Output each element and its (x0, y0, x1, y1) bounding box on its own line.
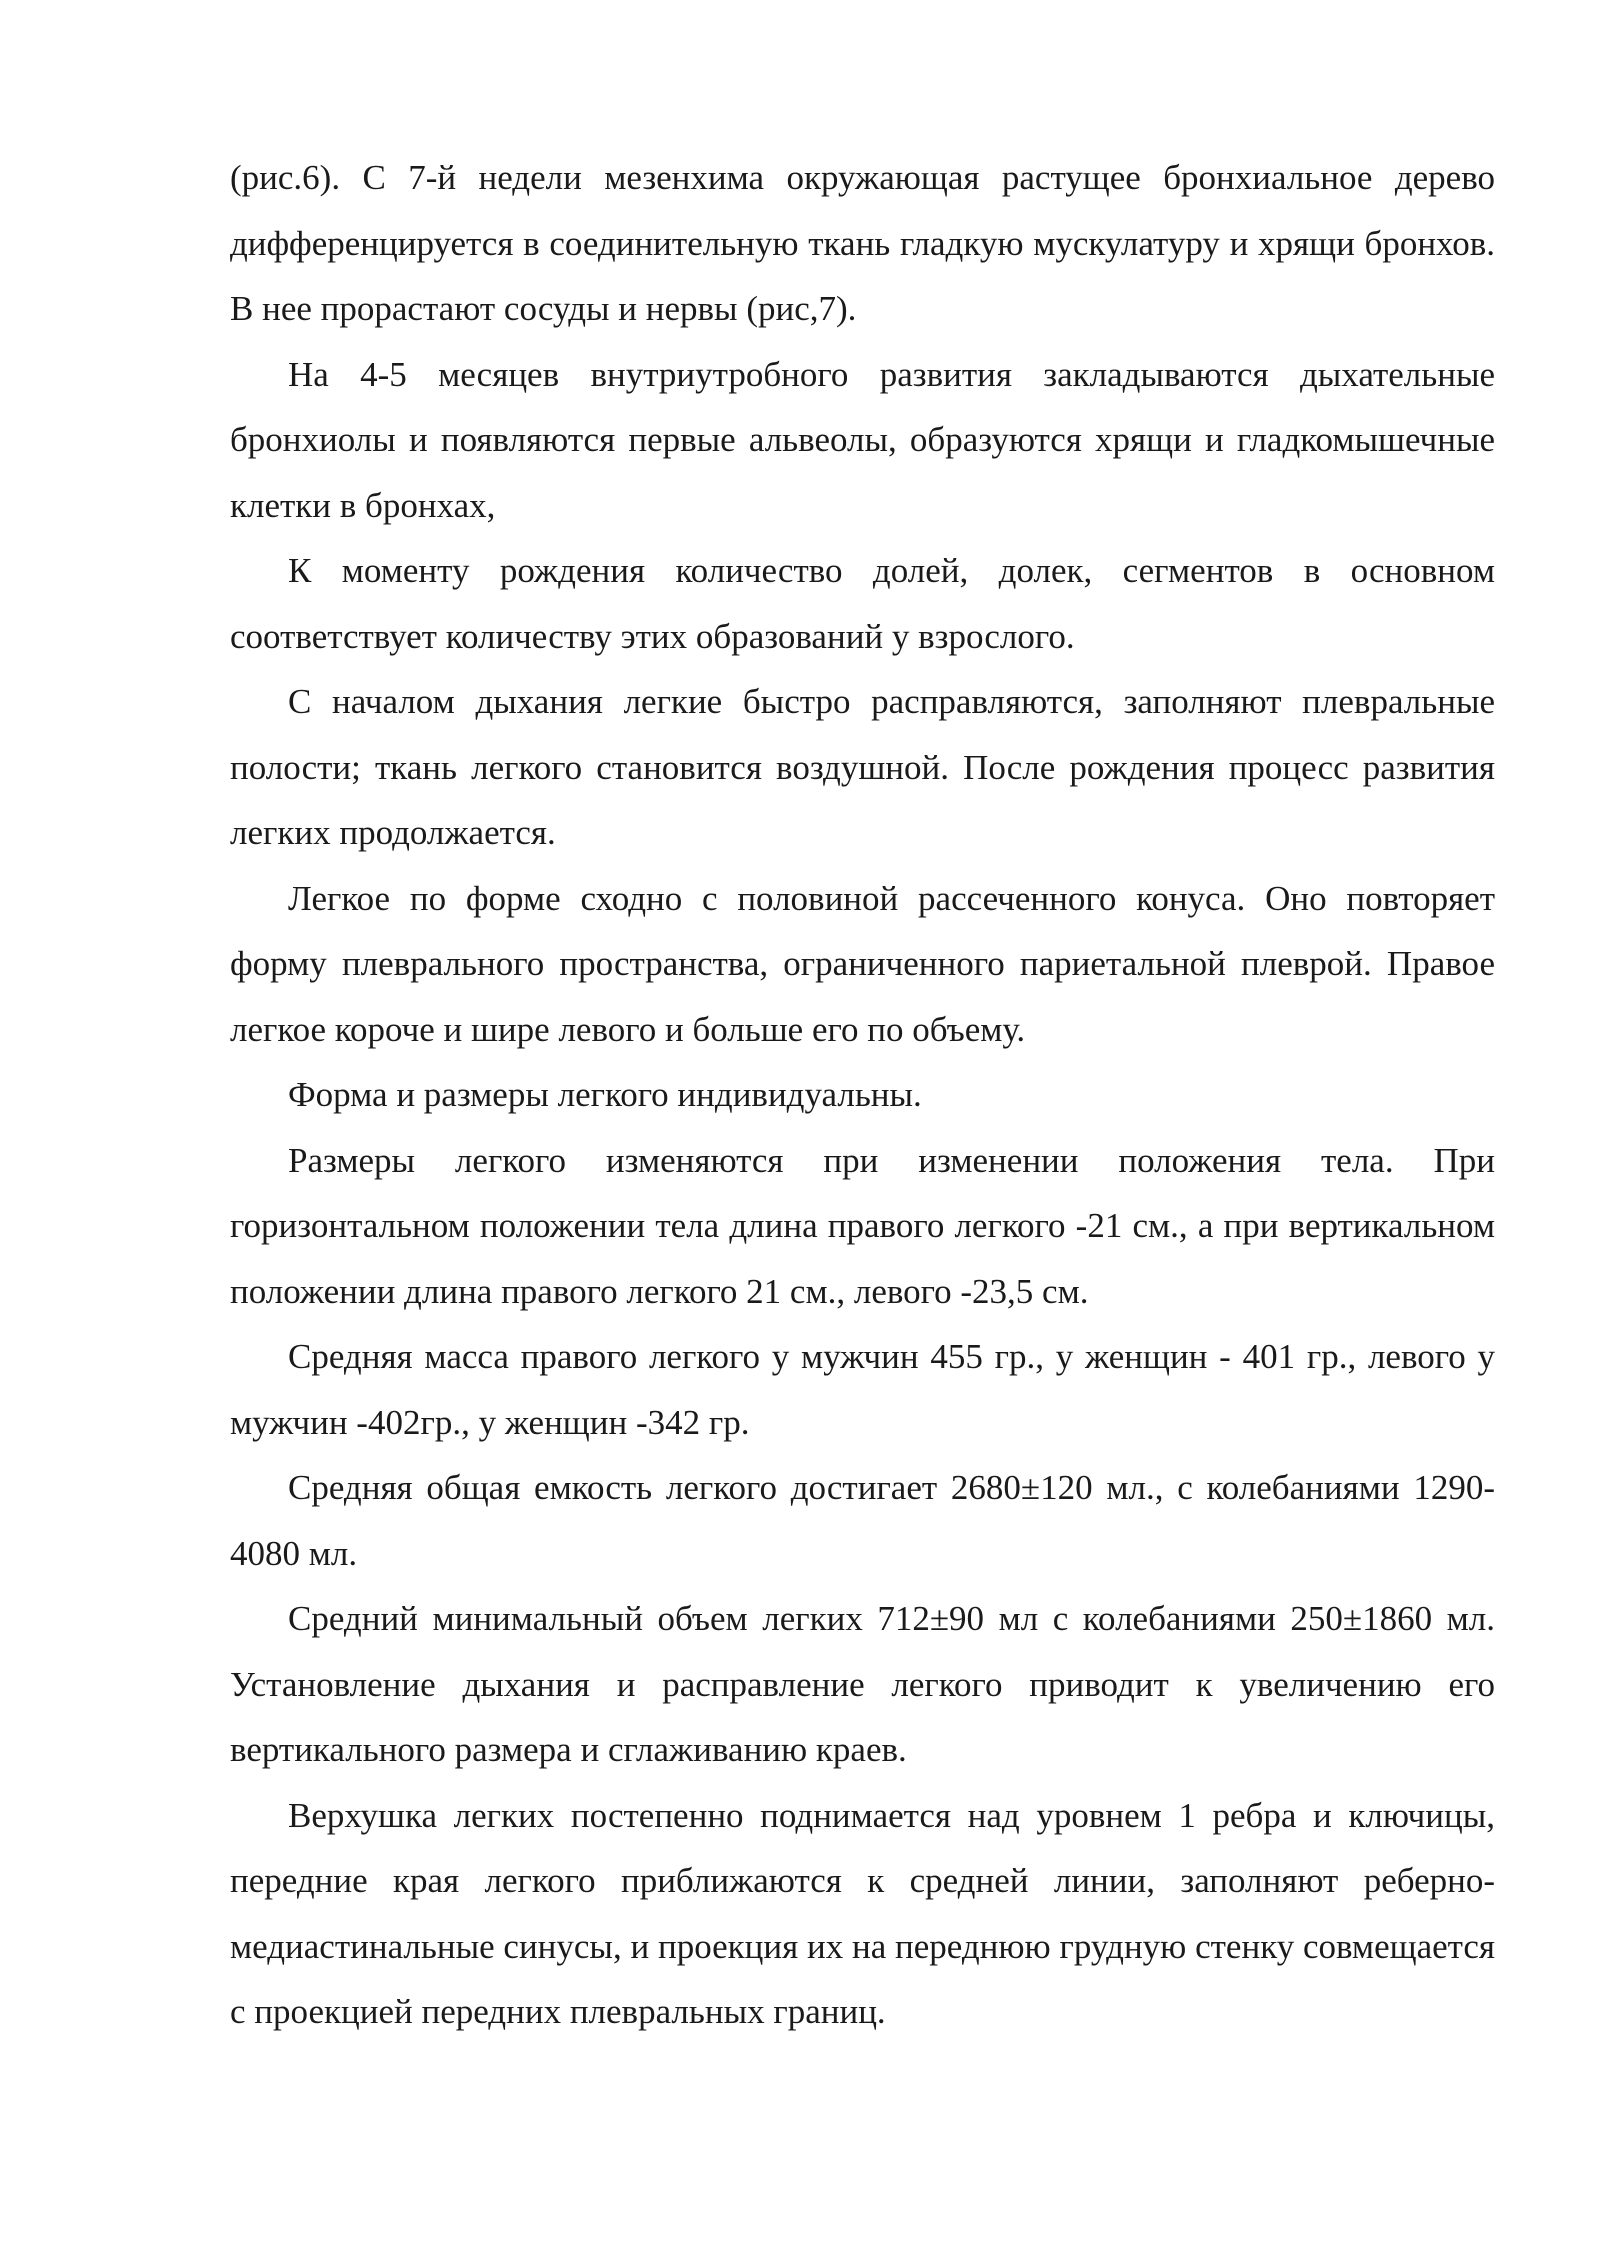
paragraph-continuation: (рис.6). С 7-й недели мезенхима окружающая растущее бронхиальное дерево дифференцируется в соединительную ткань гладкую мускулатуру и хрящи бронхов. В нее прорастают сосуды и нервы (рис,7). (230, 158, 1495, 328)
paragraph: На 4-5 месяцев внутриутробного развития закладываются дыхательные бронхиолы и появляются первые альвеолы, образуются хрящи и гладкомышечные клетки в бронхах, (230, 354, 1495, 525)
document-body (230, 145, 1495, 2045)
paragraph: Легкое по форме сходно с половиной рассеченного конуса. Оно повторяет форму плеврального пространства, ограниченного париетальной плеврой. Правое легкое короче и шире левого и больше его по объему. (230, 878, 1495, 1049)
paragraph: Средний минимальный объем легких 712±90 мл с колебаниями 250±1860 мл. Установление дыхания и расправление легкого приводит к увеличению его вертикального размера и сглаживанию краев. (230, 1599, 1495, 1769)
paragraph: Форма и размеры легкого индивидуальны. (288, 1075, 922, 1114)
paragraph: Верхушка легких постепенно поднимается над уровнем 1 ребра и ключицы, передние края легкого приближаются к средней линии, заполняют реберно-медиастинальные синусы, и проекция их на переднюю грудную стенку совмещается с проекцией передних плевральных границ. (230, 1795, 1495, 2031)
paragraph: Размеры легкого изменяются при изменении положения тела. При горизонтальном положении тела длина правого легкого -21 см., а при вертикальном положении длина правого легкого 21 см., левого -23,5 см. (230, 1140, 1495, 1311)
paragraph: Средняя общая емкость легкого достигает 2680±120 мл., с колебаниями 1290-4080 мл. (230, 1468, 1495, 1573)
paragraph: С началом дыхания легкие быстро расправляются, заполняют плевральные полости; ткань легкого становится воздушной. После рождения процесс развития легких продолжается. (230, 682, 1495, 852)
paragraph: Средняя масса правого легкого у мужчин 455 гр., у женщин - 401 гр., левого у мужчин -402гр., у женщин -342 гр. (230, 1337, 1495, 1442)
paragraph: К моменту рождения количество долей, долек, сегментов в основном соответствует количеству этих образований у взрослого. (230, 551, 1495, 656)
